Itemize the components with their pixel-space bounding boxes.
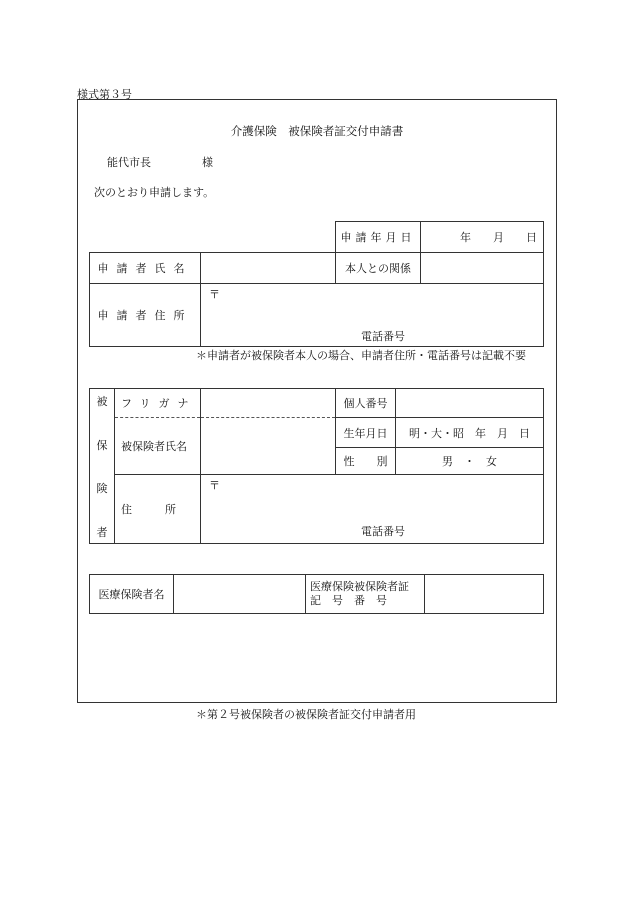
medical-insurer-label: 医療保険者名 bbox=[90, 575, 174, 614]
medical-insurance-table bbox=[89, 574, 544, 614]
birth-date-field[interactable]: 明・大・昭 年 月 日 bbox=[396, 418, 544, 448]
medical-card-field[interactable] bbox=[425, 575, 544, 614]
medical-insurer-field[interactable] bbox=[174, 575, 306, 614]
addressee-honorific: 様 bbox=[202, 156, 213, 169]
footer-note: ＊第２号被保険者の被保険者証交付申請者用 bbox=[196, 708, 416, 721]
applicant-address-field[interactable] bbox=[201, 284, 544, 347]
application-date-table bbox=[335, 221, 544, 253]
application-date-field[interactable]: 年 月 日 bbox=[421, 222, 544, 253]
insured-name-field[interactable] bbox=[201, 418, 336, 475]
application-date-label: 申請年月日 bbox=[336, 222, 421, 253]
relation-label: 本人との関係 bbox=[336, 253, 421, 284]
page-title: 介護保険 被保険者証交付申請書 bbox=[230, 124, 404, 138]
intro-text: 次のとおり申請します。 bbox=[94, 186, 215, 199]
furigana-label: フリガナ bbox=[115, 389, 201, 418]
insured-side-label: 被 保 険 者 bbox=[90, 389, 115, 544]
applicant-name-label: 申請者氏名 bbox=[90, 253, 201, 284]
individual-number-field[interactable] bbox=[396, 389, 544, 418]
applicant-note: ＊申請者が被保険者本人の場合、申請者住所・電話番号は記載不要 bbox=[196, 349, 526, 362]
insured-postal-mark: 〒 bbox=[209, 479, 220, 492]
insured-name-label: 被保険者氏名 bbox=[115, 418, 201, 475]
individual-number-label: 個人番号 bbox=[336, 389, 396, 418]
relation-field[interactable] bbox=[421, 253, 544, 284]
sex-field[interactable]: 男 ・ 女 bbox=[396, 448, 544, 475]
insured-address-field[interactable] bbox=[201, 475, 544, 544]
birth-date-label: 生年月日 bbox=[336, 418, 396, 448]
phone-label: 電話番号 bbox=[361, 330, 405, 343]
postal-mark: 〒 bbox=[209, 288, 220, 301]
form-number: 様式第３号 bbox=[77, 88, 132, 101]
sex-label: 性 別 bbox=[336, 448, 396, 475]
applicant-name-field[interactable] bbox=[201, 253, 336, 284]
insured-address-label: 住 所 bbox=[115, 475, 201, 544]
applicant-table bbox=[89, 252, 544, 347]
medical-card-label: 医療保険被保険者証 記 号 番 号 bbox=[306, 575, 425, 614]
applicant-address-label: 申請者住所 bbox=[90, 284, 201, 347]
addressee-name: 能代市長 bbox=[107, 156, 151, 169]
insured-phone-label: 電話番号 bbox=[361, 525, 405, 538]
insured-table bbox=[89, 388, 544, 544]
furigana-field[interactable] bbox=[201, 389, 336, 418]
